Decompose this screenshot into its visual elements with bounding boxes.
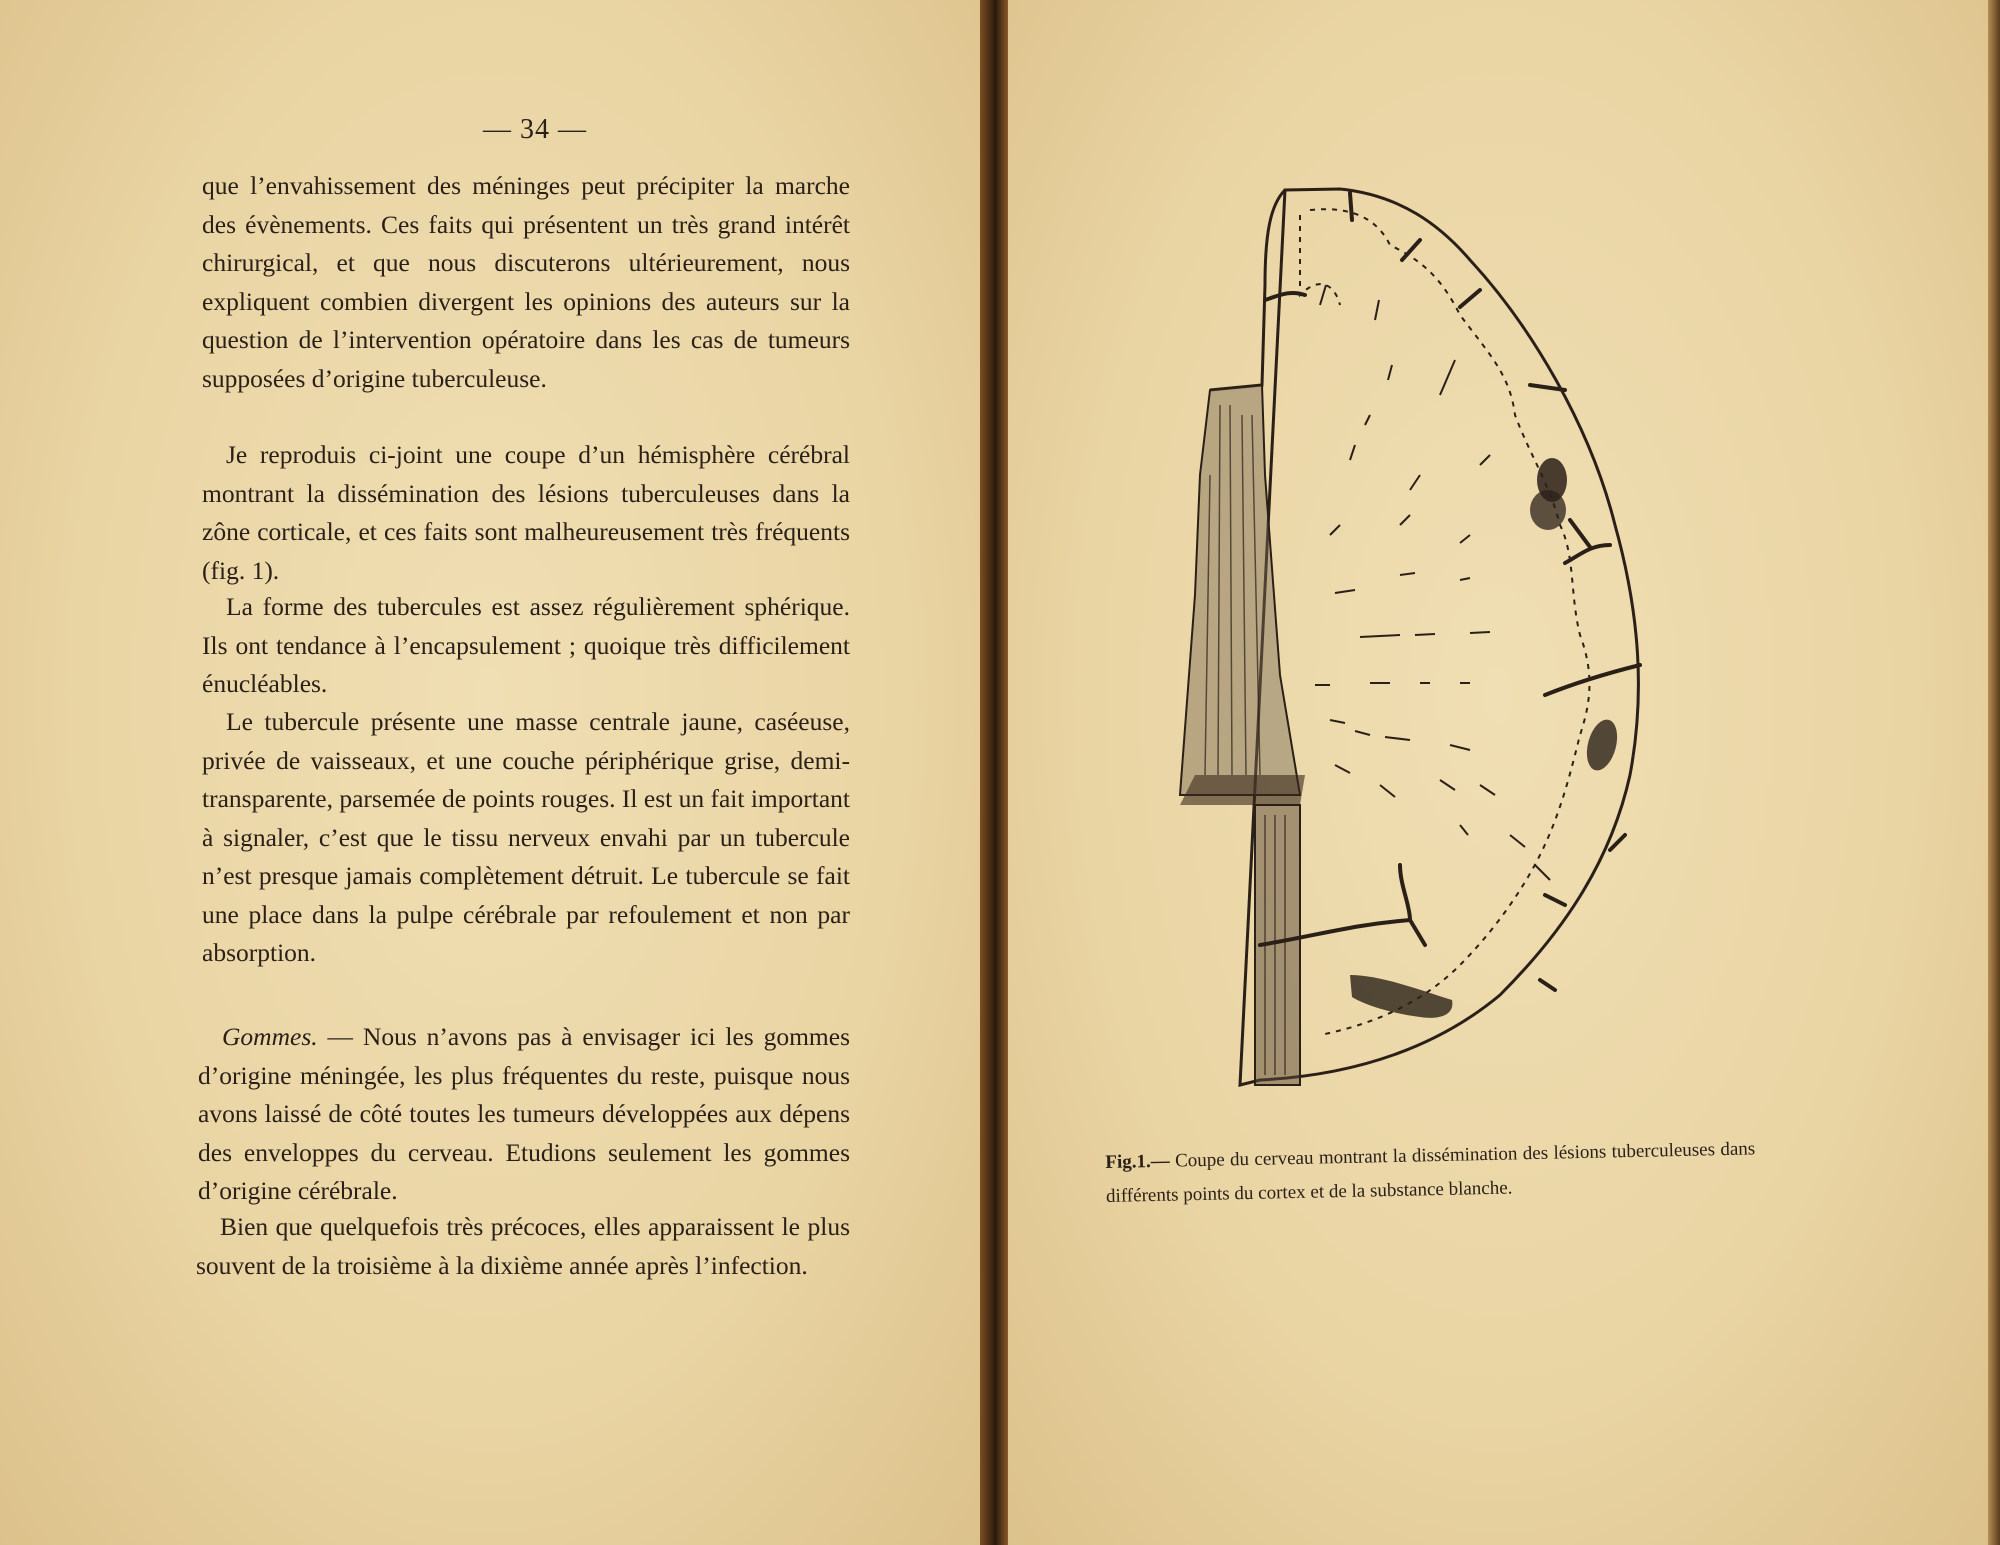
gommes-heading: Gommes. bbox=[222, 1022, 318, 1051]
paragraph-6-text: Bien que quelquefois très précoces, elles apparaissent le plus souvent de la troisième à la dixième année après l’infection. bbox=[196, 1212, 850, 1280]
book-gutter bbox=[980, 0, 1008, 1545]
paragraph-3-text: La forme des tubercules est assez régulièrement sphérique. Ils ont tendance à l’encapsulement ; quoique très difficilement énucléables. bbox=[202, 592, 850, 698]
figure-caption bbox=[1105, 1132, 1756, 1214]
paragraph-4 bbox=[202, 703, 850, 973]
page-number: — 34 — bbox=[483, 114, 587, 145]
paragraph-2-text: Je reproduis ci-joint une coupe d’un hémisphère cérébral montrant la dissémination des lésions tuberculeuses dans la zône corticale, et ces faits sont malheureusement très fréquents (fig. 1). bbox=[202, 440, 850, 585]
figure-label: Fig.1.— bbox=[1105, 1150, 1170, 1173]
paragraph-2 bbox=[202, 436, 850, 590]
paragraph-gommes-text: — Nous n’avons pas à envisager ici les gommes d’origine méningée, les plus fréquentes du reste, puisque nous avons laissé de côté toutes les tumeurs développées aux dépens des enveloppes du cerveau. Etudions seulement les gommes d’origine cérébrale. bbox=[198, 1022, 851, 1205]
paragraph-gommes bbox=[198, 1018, 850, 1211]
brain-section-illustration bbox=[1170, 175, 1690, 1110]
paragraph-3 bbox=[202, 588, 850, 704]
page-edge bbox=[1988, 0, 2000, 1545]
left-page bbox=[0, 0, 980, 1545]
paragraph-6 bbox=[196, 1208, 850, 1285]
paragraph-1: que l’envahissement des méninges peut précipiter la marche des évènements. Ces faits qui présentent un très grand intérêt chirurgical, et que nous discuterons ultérieurement, nous expliquent combien divergent les opinions des auteurs sur la question de l’intervention opératoire dans les cas de tumeurs supposées d’origine tuberculeuse. bbox=[202, 171, 850, 393]
paragraph-4-text: Le tubercule présente une masse centrale jaune, caséeuse, privée de vaisseaux, et une couche périphérique grise, demi-transparente, parsemée de points rouges. Il est un fait important à signaler, c’est que le tissu nerveux envahi par un tubercule n’est presque jamais complètement détruit. Le tubercule se fait une place dans la pulpe cérébrale par refoulement et non par absorption. bbox=[202, 707, 850, 967]
figure-caption-text: Coupe du cerveau montrant la dissémination des lésions tuberculeuses dans différents points du cortex et de la substance blanche. bbox=[1105, 1138, 1756, 1207]
